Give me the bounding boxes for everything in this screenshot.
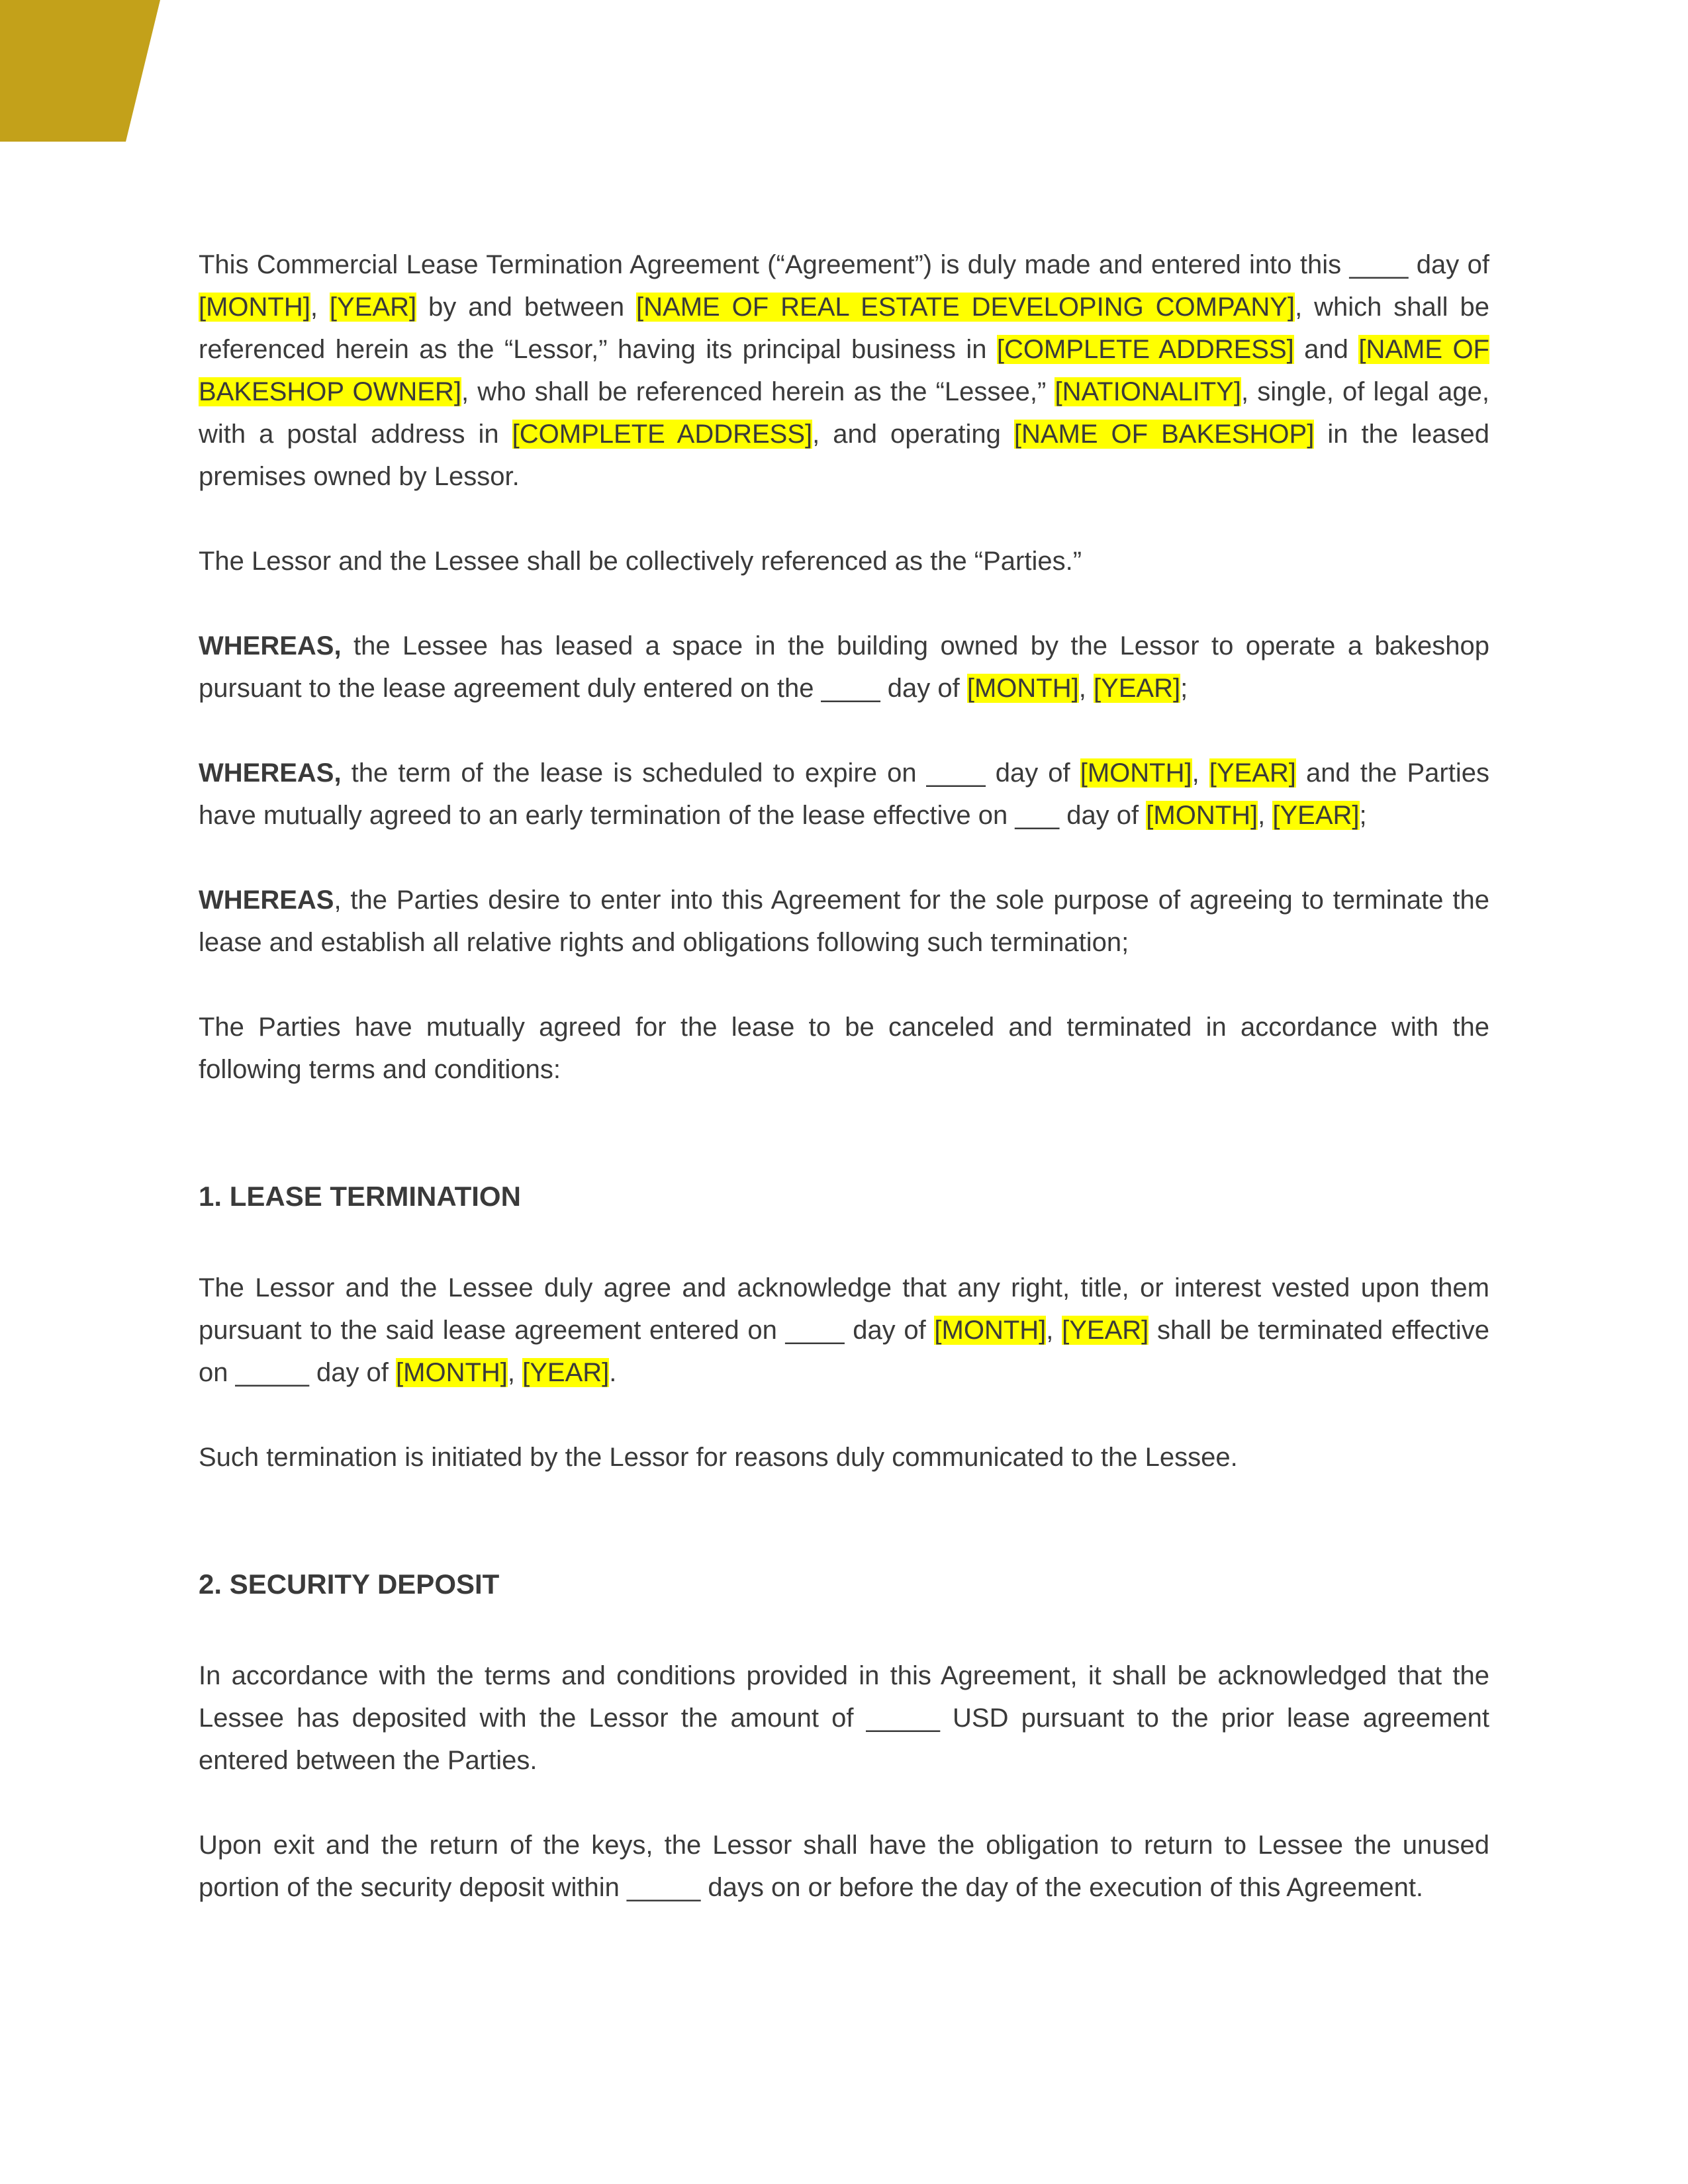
placeholder-year: [YEAR]	[1272, 801, 1360, 830]
placeholder-year: [YEAR]	[522, 1358, 610, 1387]
whereas-text: the term of the lease is scheduled to expire on ____ day of	[341, 758, 1080, 788]
whereas-text: and the Parties have mutually agreed to an early termination of the lease effective on ___ day of	[199, 758, 1489, 830]
placeholder-nationality: [NATIONALITY]	[1055, 377, 1241, 406]
whereas-text: ,	[1078, 674, 1094, 703]
intro-paragraph	[199, 244, 1489, 498]
section-text: ,	[1046, 1316, 1062, 1345]
termination-reason-paragraph: Such termination is initiated by the Lessor for reasons duly communicated to the Lessee.	[199, 1443, 1238, 1472]
section-heading-lease-termination: 1. LEASE TERMINATION	[199, 1181, 521, 1212]
placeholder-month: [MONTH]	[1146, 801, 1258, 830]
lease-termination-paragraph	[199, 1267, 1489, 1394]
whereas-text: ,	[1192, 758, 1209, 788]
whereas-text: ;	[1180, 674, 1188, 703]
document-body	[199, 244, 1489, 1951]
whereas-paragraph-1	[199, 625, 1489, 709]
placeholder-bakeshop-name: [NAME OF BAKESHOP]	[1013, 420, 1315, 449]
parties-paragraph: The Lessor and the Lessee shall be collectively referenced as the “Parties.”	[199, 547, 1082, 576]
section-text: shall be terminated effective on _____ day of	[199, 1316, 1489, 1387]
placeholder-month: [MONTH]	[396, 1358, 508, 1387]
placeholder-year: [YEAR]	[1062, 1316, 1149, 1345]
section-text: The Lessor and the Lessee duly agree and acknowledge that any right, title, or interest vested upon them pursuant to the said lease agreement entered on ____ day of	[199, 1273, 1489, 1345]
intro-text: , single, of legal age, with a postal address in	[199, 377, 1490, 449]
whereas-text: ;	[1359, 801, 1367, 830]
whereas-label: WHEREAS,	[199, 631, 342, 660]
placeholder-month: [MONTH]	[966, 674, 1079, 703]
intro-text: ,	[310, 293, 330, 322]
whereas-label: WHEREAS,	[199, 758, 342, 788]
intro-text: , who shall be referenced herein as the “Lessee,”	[461, 377, 1055, 406]
section-text: ,	[507, 1358, 523, 1387]
intro-text: , and operating	[812, 420, 1014, 449]
whereas-text: ,	[1258, 801, 1273, 830]
whereas-text: , the Parties desire to enter into this Agreement for the sole purpose of agreeing to terminate the lease and establish all relative rights and obligations following such termination;	[199, 886, 1489, 957]
placeholder-year: [YEAR]	[1209, 758, 1296, 788]
intro-text: , which shall be referenced herein as the “Lessor,” having its principal business in	[199, 293, 1489, 364]
intro-text: and	[1293, 335, 1359, 364]
placeholder-month: [MONTH]	[934, 1316, 1047, 1345]
corner-accent-shape	[0, 0, 160, 142]
whereas-text: the Lessee has leased a space in the building owned by the Lessor to operate a bakeshop pursuant to the lease agreement duly entered on the ____ day of	[199, 631, 1489, 703]
security-deposit-paragraph-1: In accordance with the terms and conditions provided in this Agreement, it shall be acknowledged that the Lessee has deposited with the Lessor the amount of _____ USD pursuant to the prior lease agreement entered between the Parties.	[199, 1661, 1489, 1775]
whereas-paragraph-2	[199, 752, 1489, 837]
security-deposit-paragraph-2: Upon exit and the return of the keys, the Lessor shall have the obligation to return to Lessee the unused portion of the security deposit within _____ days on or before the day of the execution of this Agreement.	[199, 1831, 1489, 1902]
placeholder-owner-name: [NAME OF BAKESHOP OWNER]	[199, 335, 1489, 406]
placeholder-month: [MONTH]	[1080, 758, 1192, 788]
intro-text: This Commercial Lease Termination Agreement (“Agreement”) is duly made and entered into this ____ day of	[199, 250, 1489, 279]
whereas-label: WHEREAS	[199, 886, 334, 915]
section-heading-security-deposit: 2. SECURITY DEPOSIT	[199, 1569, 500, 1600]
placeholder-company-name: [NAME OF REAL ESTATE DEVELOPING COMPANY]	[636, 293, 1295, 322]
section-text: .	[609, 1358, 617, 1387]
placeholder-complete-address: [COMPLETE ADDRESS]	[512, 420, 813, 449]
placeholder-complete-address: [COMPLETE ADDRESS]	[996, 335, 1294, 364]
placeholder-year: [YEAR]	[1093, 674, 1181, 703]
intro-text: by and between	[416, 293, 637, 322]
placeholder-year: [YEAR]	[329, 293, 417, 322]
placeholder-month: [MONTH]	[199, 293, 310, 322]
whereas-paragraph-3	[199, 879, 1489, 964]
intro-text: in the leased premises owned by Lessor.	[199, 420, 1489, 491]
agreed-paragraph: The Parties have mutually agreed for the lease to be canceled and terminated in accordance with the following terms and conditions:	[199, 1013, 1489, 1084]
